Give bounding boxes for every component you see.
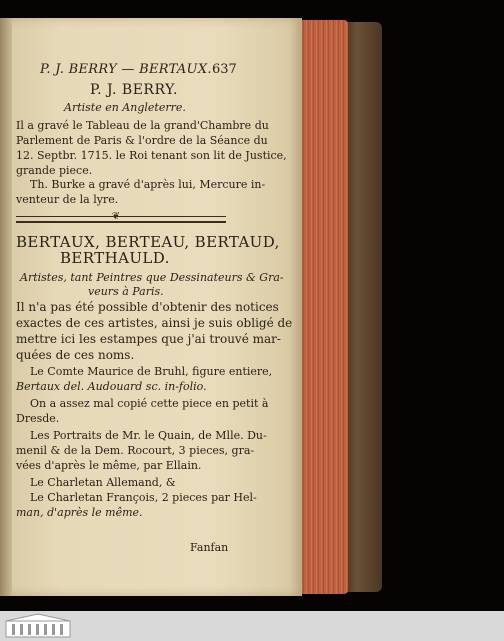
viewer-bottom-bar [0,611,504,641]
item-1-line-1: Le Comte Maurice de Bruhl, figure entiere, [30,365,273,378]
page-number: 637 [212,62,237,77]
intro-line-3: mettre ici les estampes que j'ai trouvé mar- [16,332,281,346]
entry-subtitle-bertaux-1: Artistes, tant Peintres que Dessinateurs & Gra- [20,271,284,284]
berry-note-2: venteur de la lyre. [16,193,119,206]
divider-ornament: ❦ [111,211,121,222]
berry-line-4: grande piece. [16,164,93,177]
item-4-line-1: Le Charletan Allemand, & [30,476,176,489]
entry-subtitle-bertaux-2: veurs à Paris. [88,285,164,298]
item-2-line-1: On a assez mal copié cette piece en petit à [30,397,269,410]
library-building-icon [4,613,72,639]
item-4-line-3: man, d'après le même. [16,506,143,519]
item-3-line-3: vées d'après le même, par Ellain. [16,459,202,472]
item-4-line-2: Le Charletan François, 2 pieces par Hel- [30,491,257,504]
entry-title-bertaux-1: BERTAUX, BERTEAU, BERTAUD, [16,233,280,251]
item-2-line-2: Dresde. [16,412,60,425]
intro-line-2: exactes de ces artistes, ainsi je suis obligé de [16,316,293,330]
berry-line-3: 12. Septbr. 1715. le Roi tenant son lit de Justice, [16,149,287,162]
entry-title-bertaux-2: BERTHAULD. [60,249,170,267]
catchword: Fanfan [190,541,229,554]
berry-note-1: Th. Burke a gravé d'après lui, Mercure in- [30,178,266,191]
page-edges [300,20,348,594]
berry-line-2: Parlement de Paris & l'ordre de la Séance du [16,134,268,147]
page-fold [0,18,12,596]
item-3-line-2: menil & de la Dem. Rocourt, 3 pieces, gra- [16,444,255,457]
item-1-line-2: Bertaux del. Audouard sc. in-folio. [16,380,207,393]
running-header: P. J. BERRY — BERTAUX. [40,62,212,77]
intro-line-4: quées de ces noms. [16,348,135,362]
entry-title-berry: P. J. BERRY. [90,82,178,98]
intro-line-1: Il n'a pas été possible d'obtenir des notices [16,300,279,314]
entry-subtitle-berry: Artiste en Angleterre. [64,101,186,114]
berry-line-1: Il a gravé le Tableau de la grand'Chambre du [16,119,269,132]
item-3-line-1: Les Portraits de Mr. le Quain, de Mlle. Du- [30,429,267,442]
